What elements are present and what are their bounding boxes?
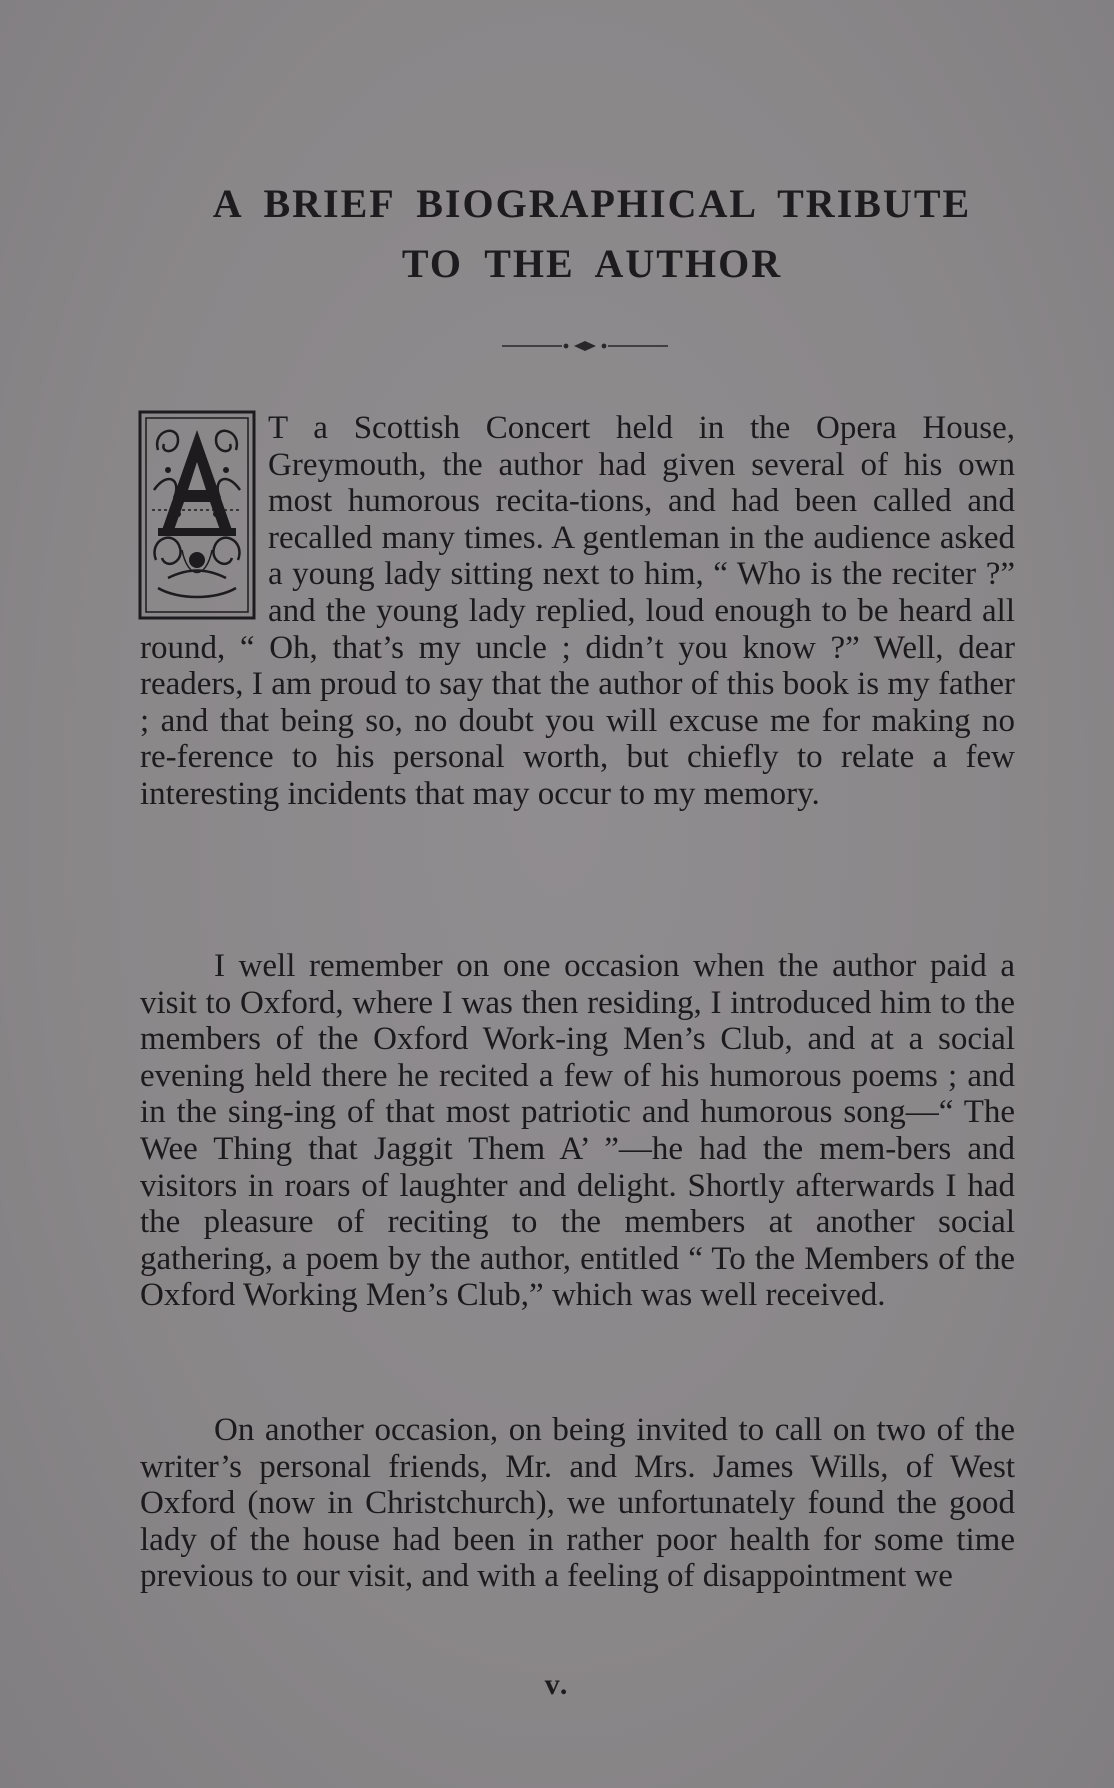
paragraph-2-text: I well remember on one occasion when the author paid a visit to Oxford, where I was then residing, I introduced him to the members of the Oxford Work-ing Men’s Club, and at a social evening held there he recited a few of his humorous poems ; and in the sing-ing of that most patriotic and humorous song—“ The Wee Thing that Jaggit Them A’ ”—he had the mem-bers and visitors in roars of laughter and delight. Shortly afterwards I had the pleasure of reciting to the members at another social gathering, a poem by the author, entitled “ To the Members of the Oxford Working Men’s Club,” which was well received. [140, 948, 1015, 1314]
section-ornament-icon [500, 336, 670, 356]
paragraph-3 [140, 1412, 1015, 1595]
paragraph-2 [140, 948, 1015, 1314]
page-title-line-2: TO THE AUTHOR [401, 241, 783, 286]
paragraph-1-text: T a Scottish Concert held in the Opera House, Greymouth, the author had given several of his own most humorous recita-tions, and had been called and recalled many times. A gentleman in the audience asked a young lady sitting next to him, “ Who is the reciter ?” and the young lady replied, loud enough to be heard all round, “ Oh, that’s my uncle ; didn’t you know ?” Well, dear readers, I am proud to say that the author of this book is my father ; and that being so, no doubt you will excuse me for making no re-ference to his personal worth, but chiefly to relate a few interesting incidents that may occur to my memory. [140, 410, 1015, 812]
ornamental-initial-a-icon [138, 410, 256, 620]
page-number: v. [544, 1668, 570, 1701]
page-title-line-1: A BRIEF BIOGRAPHICAL TRIBUTE [212, 181, 972, 226]
paragraph-3-text: On another occasion, on being invited to call on two of the writer’s personal friends, Mr. and Mrs. James Wills, of West Oxford (now in Christchurch), we unfortunately found the good lady of the house had been in rather poor health for some time previous to our visit, and with a feeling of disappointment we [140, 1412, 1015, 1595]
paragraph-1 [140, 410, 1015, 813]
